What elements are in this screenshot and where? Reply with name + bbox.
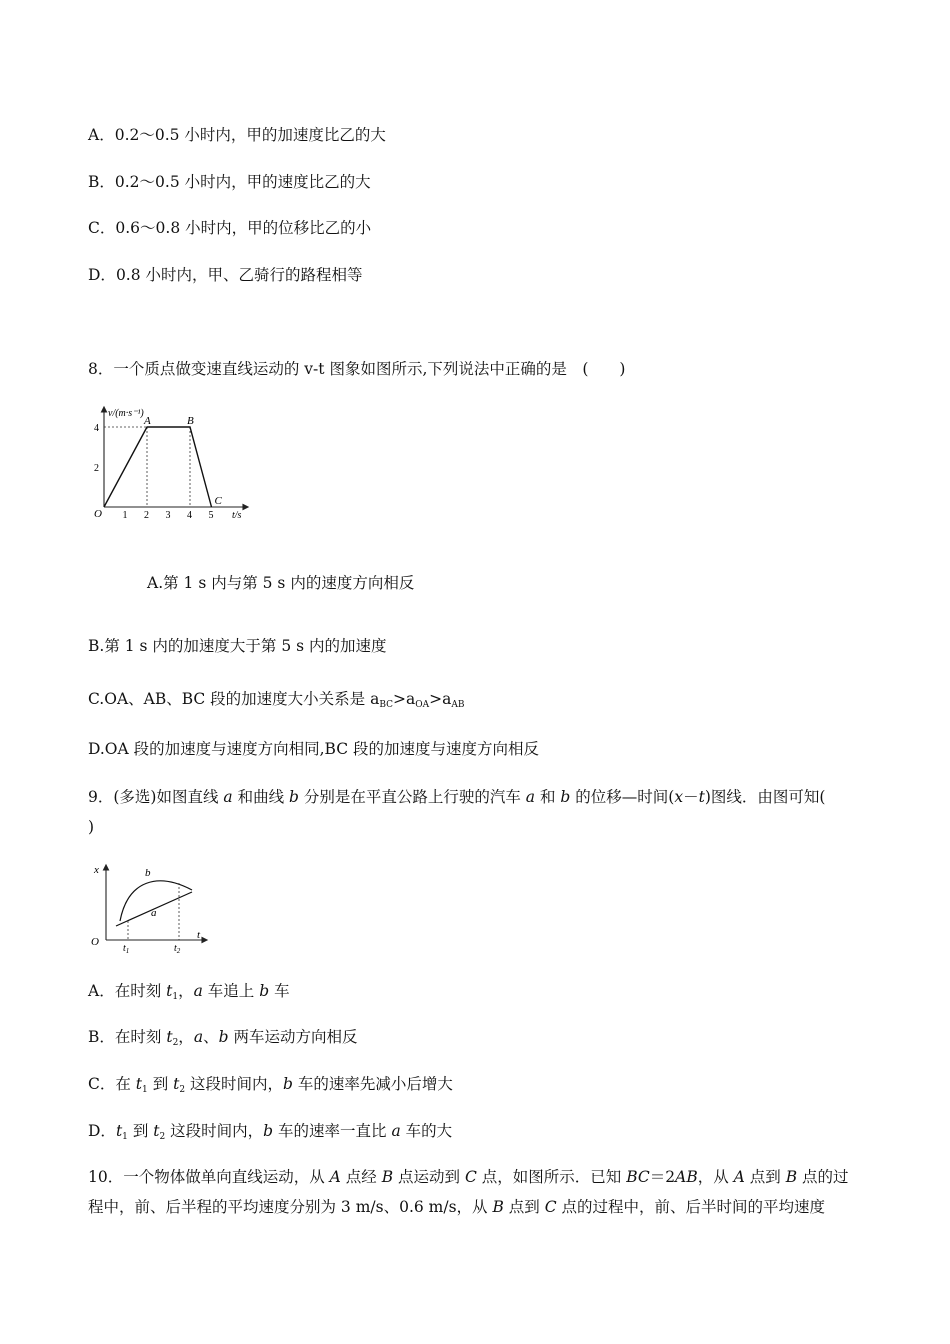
q8-y-tick-2: 2 [94,463,99,474]
q9-y-label: x [94,864,99,876]
q9-option-b: B．在时刻 $t_2$，a、b 两车运动方向相反 [88,1028,358,1048]
q8-point-c-label: C [214,495,222,507]
q8-vt-graph [92,400,252,525]
q8-option-c: C.OA、AB、BC 段的加速度大小关系是 $a_{BC}>a_{OA}>a_{AB}$ [88,690,465,710]
q8-origin: O [94,508,102,520]
q9-t2-label: $t_2$ [174,943,181,953]
q9-xt-graph [88,858,213,953]
q9-y-arrow [104,865,109,870]
q7-option-b: B．0.2～0.5 小时内，甲的速度比乙的大 [88,173,371,191]
q9-line-a-label: a [151,907,157,919]
q8-x-tick-1: 1 [122,510,128,521]
q9-stem-line2: ) [88,818,95,836]
q9-x-arrow [202,938,207,943]
q9-t1-label: $t_1$ [123,943,130,953]
q10-stem-line2: 程中，前、后半程的平均速度分别为 3 m/s、0.6 m/s，从 B 点到 C 点的过程中，前、后半时间的平均速度 [88,1198,826,1216]
q8-x-label: t/s [232,510,242,521]
q8-vt-line [104,427,212,507]
q8-stem: 8．一个质点做变速直线运动的 v-t 图象如图所示,下列说法中正确的是 ( ) [88,360,626,378]
q8-option-b: B.第 1 s 内的加速度大于第 5 s 内的加速度 [88,637,387,655]
q8-option-d: D.OA 段的加速度与速度方向相同,BC 段的加速度与速度方向相反 [88,740,540,758]
q9-curve-b-label: b [145,867,151,879]
q9-x-label: t [197,929,201,941]
q7-option-c: C．0.6～0.8 小时内，甲的位移比乙的小 [88,219,372,237]
q8-y-label: v/(m·s⁻¹) [108,408,144,419]
q9-option-a: A．在时刻 $t_1$，a 车追上 b 车 [88,982,290,1002]
q8-x-tick-4: 4 [187,510,192,521]
q9-stem: 9．(多选)如图直线 a 和曲线 b 分别是在平直公路上行驶的汽车 a 和 b 的位移—时间(x－t)图线．由图可知( [88,788,826,806]
q8-x-tick-3: 3 [165,510,171,521]
q9-option-d: D．$t_1$ 到 $t_2$ 这段时间内，b 车的速率一直比 a 车的大 [88,1122,453,1142]
q8-option-a: A.第 1 s 内与第 5 s 内的速度方向相反 [147,574,415,592]
q9-origin: O [91,936,99,948]
q8-point-b-label: B [187,415,194,427]
q10-stem-line1: 10．一个物体做单向直线运动，从 A 点经 B 点运动到 C 点，如图所示．已知 BC＝2AB，从 A 点到 B 点的过 [88,1168,849,1186]
q8-y-tick-4: 4 [94,423,99,434]
q9-option-c: C．在 $t_1$ 到 $t_2$ 这段时间内，b 车的速率先减小后增大 [88,1075,453,1095]
q8-y-arrow [102,407,107,412]
q7-option-d: D．0.8 小时内，甲、乙骑行的路程相等 [88,266,363,284]
q8-point-a-label: A [144,415,151,427]
q7-option-a: A．0.2～0.5 小时内，甲的加速度比乙的大 [88,126,386,144]
q8-x-arrow [243,505,248,510]
q8-x-tick-5: 5 [208,510,214,521]
q8-x-tick-2: 2 [144,510,149,521]
